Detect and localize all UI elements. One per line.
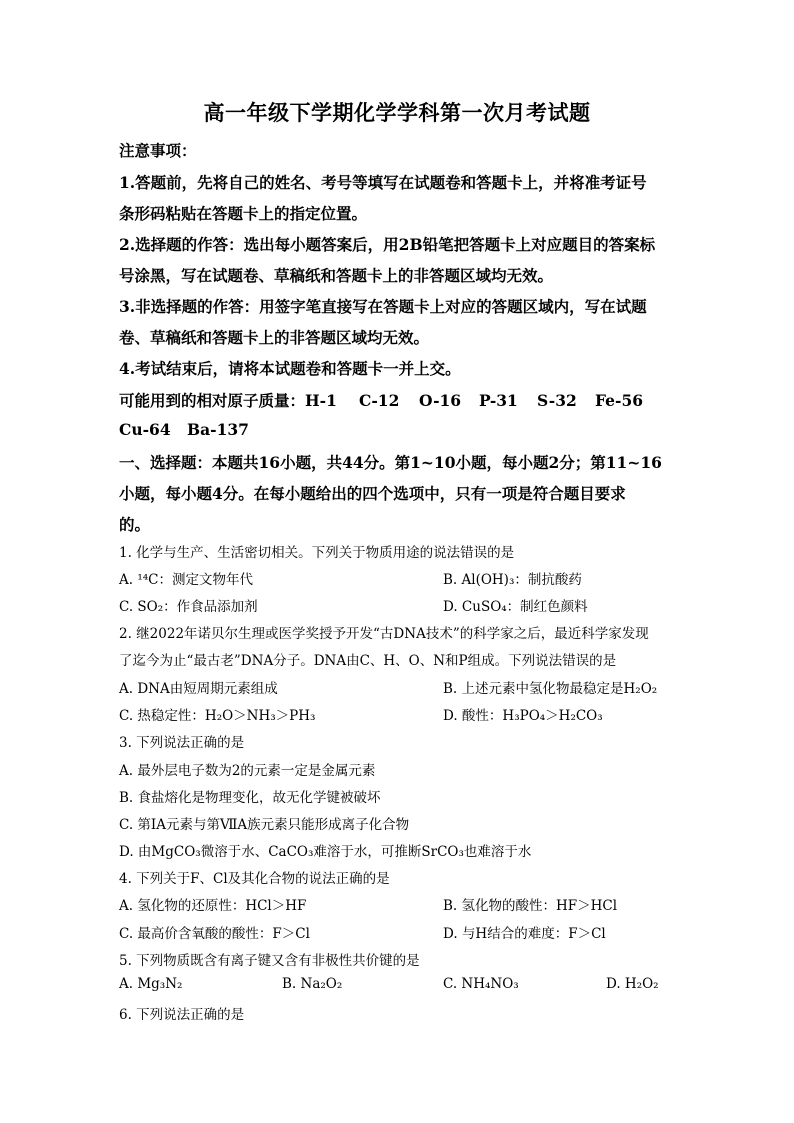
option: B. 食盐熔化是物理变化，故无化学键被破坏 [119, 790, 381, 806]
notice-line: 1.答题前，先将自己的姓名、考号等填写在试题卷和答题卡上，并将准考证号 [119, 173, 647, 192]
question-stem: 了迄今为止“最古老”DNA分子。DNA由C、H、O、N和P组成。下列说法错误的是 [119, 653, 617, 669]
atomic-masses-cont [119, 420, 249, 439]
notice-heading: 注意事项： [119, 141, 197, 160]
notice-line: 卷、草稿纸和答题卡上的非答题区域均无效。 [119, 328, 430, 347]
exam-title: 高一年级下学期化学学科第一次月考试题 [203, 100, 591, 125]
option: A. ¹⁴C：测定文物年代 [119, 572, 253, 588]
atomic-mass-item: Ba-137 [187, 420, 249, 439]
atomic-mass-item: S-32 [537, 391, 577, 410]
option: B. 上述元素中氢化物最稳定是H₂O₂ [443, 681, 658, 697]
notice-line: 2.选择题的作答：选出每小题答案后，用2B铅笔把答题卡上对应题目的答案标 [119, 235, 656, 254]
question-stem: 2. 继2022年诺贝尔生理或医学奖授予开发“古DNA技术”的科学家之后，最近科学家发现 [119, 626, 649, 642]
atomic-masses [119, 389, 643, 411]
option: B. Na₂O₂ [282, 976, 343, 992]
option: C. 热稳定性：H₂O＞NH₃＞PH₃ [119, 708, 316, 724]
atomic-mass-item: Cu-64 [119, 420, 171, 439]
section-heading: 一、选择题：本题共16小题，共44分。第1~10小题，每小题2分；第11~16 [119, 453, 662, 472]
atomic-mass-item: P-31 [479, 391, 518, 410]
question-stem: 4. 下列关于F、Cl及其化合物的说法正确的是 [119, 871, 390, 887]
option: D. 酸性：H₃PO₄＞H₂CO₃ [443, 708, 603, 724]
notice-line: 条形码粘贴在答题卡上的指定位置。 [119, 204, 368, 223]
option: C. 最高价含氧酸的酸性：F＞Cl [119, 926, 310, 942]
option: D. 与H结合的难度：F＞Cl [443, 926, 606, 942]
option: A. 最外层电子数为2的元素一定是金属元素 [119, 763, 376, 779]
section-heading: 小题，每小题4分。在每小题给出的四个选项中，只有一项是符合题目要求 [119, 484, 626, 503]
question-stem: 6. 下列说法正确的是 [119, 1007, 245, 1023]
option: A. Mg₃N₂ [119, 976, 183, 992]
question-stem: 3. 下列说法正确的是 [119, 735, 245, 751]
option: C. SO₂：作食品添加剂 [119, 599, 258, 615]
atomic-mass-item: Fe-56 [595, 391, 644, 410]
atomic-mass-item: H-1 [305, 391, 337, 410]
question-stem: 1. 化学与生产、生活密切相关。下列关于物质用途的说法错误的是 [119, 545, 515, 561]
option: A. DNA由短周期元素组成 [119, 681, 278, 697]
atomic-mass-item: C-12 [359, 391, 400, 410]
atomic-masses-label: 可能用到的相对原子质量： [119, 391, 306, 410]
option: D. 由MgCO₃微溶于水、CaCO₃难溶于水，可推断SrCO₃也难溶于水 [119, 844, 532, 860]
option: B. 氢化物的酸性：HF＞HCl [443, 898, 618, 914]
notice-line: 4.考试结束后，请将本试题卷和答题卡一并上交。 [119, 359, 461, 378]
option: B. Al(OH)₃：制抗酸药 [443, 572, 582, 588]
notice-line: 3.非选择题的作答：用签字笔直接写在答题卡上对应的答题区域内，写在试题 [119, 297, 647, 316]
option: D. CuSO₄：制红色颜料 [443, 599, 588, 615]
question-stem: 5. 下列物质既含有离子键又含有非极性共价键的是 [119, 953, 420, 969]
option: C. 第ⅠA元素与第ⅦA族元素只能形成离子化合物 [119, 817, 410, 833]
atomic-mass-item: O-16 [419, 391, 462, 410]
option: D. H₂O₂ [606, 976, 659, 992]
option: A. 氢化物的还原性：HCl＞HF [119, 898, 307, 914]
notice-line: 号涂黑，写在试题卷、草稿纸和答题卡上的非答题区域均无效。 [119, 266, 554, 285]
option: C. NH₄NO₃ [443, 976, 519, 992]
section-heading: 的。 [119, 515, 151, 534]
